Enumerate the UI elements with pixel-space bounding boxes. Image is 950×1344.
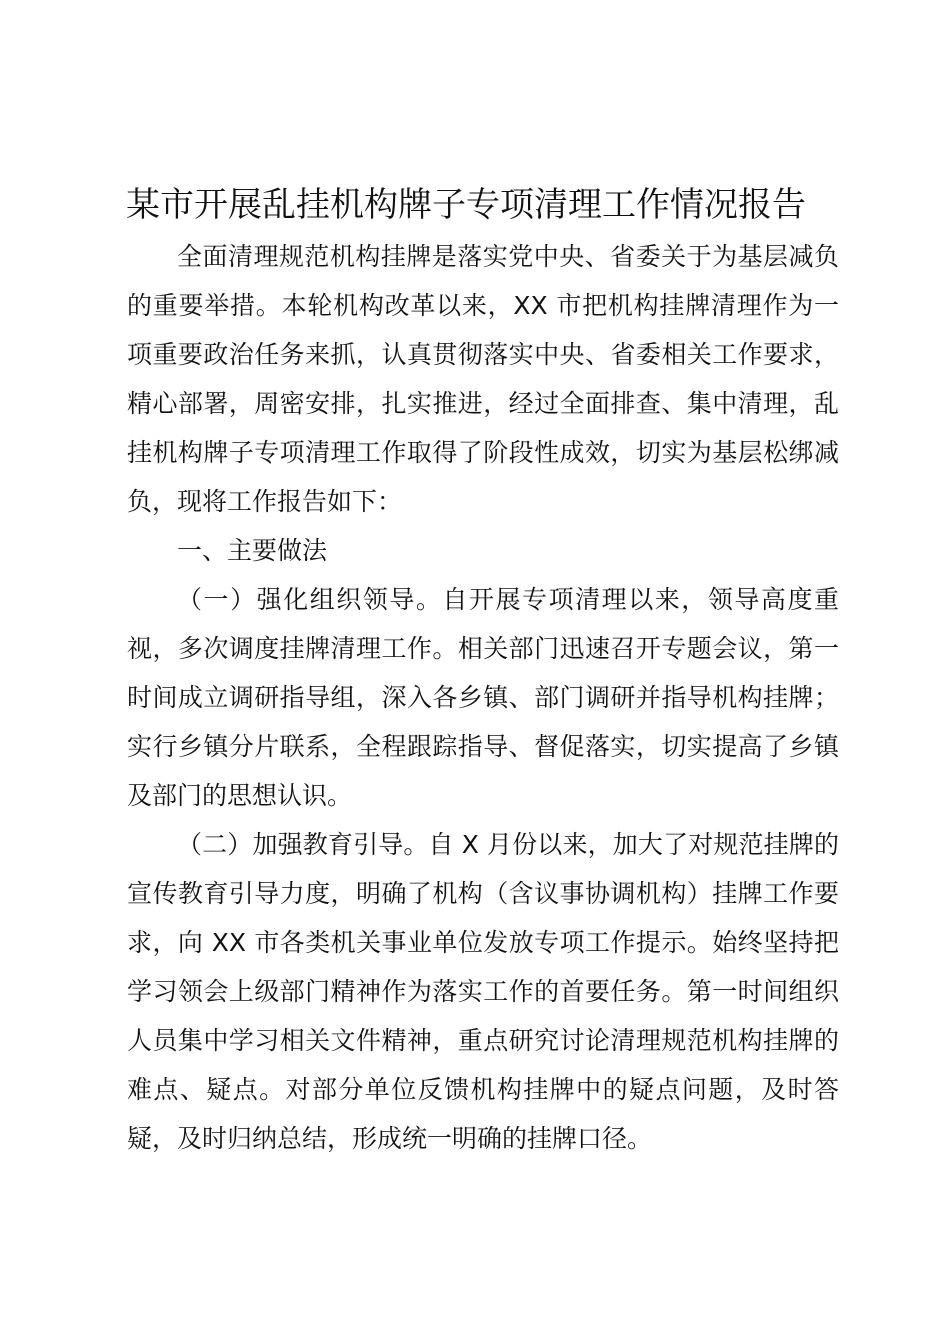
item-2-paragraph: （二）加强教育引导。自 X 月份以来，加大了对规范挂牌的宣传教育引导力度，明确了机构（含议事协调机构）挂牌工作要求，向 XX 市各类机关事业单位发放专项工作提示。始终坚持把学习领会上级部门精神作为落实工作的首要任务。第一时间组织人员集中学习相关文件精神，重点研究讨论清理规范机构挂牌的难点、疑点。对部分单位反馈机构挂牌中的疑点问题，及时答疑，及时归纳总结，形成统一明确的挂牌口径。 bbox=[127, 830, 839, 1153]
section-heading-main-measures: 一、主要做法 bbox=[177, 536, 328, 565]
intro-paragraph: 全面清理规范机构挂牌是落实党中央、省委关于为基层减负的重要举措。本轮机构改革以来，XX 市把机构挂牌清理作为一项重要政治任务来抓，认真贯彻落实中央、省委相关工作要求，精心部署，周密安排，扎实推进，经过全面排查、集中清理，乱挂机构牌子专项清理工作取得了阶段性成效，切实为基层松绑减负，现将工作报告如下： bbox=[127, 242, 839, 516]
item-1-paragraph: （一）强化组织领导。自开展专项清理以来，领导高度重视，多次调度挂牌清理工作。相关部门迅速召开专题会议，第一时间成立调研指导组，深入各乡镇、部门调研并指导机构挂牌；实行乡镇分片联系，全程跟踪指导、督促落实，切实提高了乡镇及部门的思想认识。 bbox=[127, 585, 839, 810]
document-body bbox=[127, 232, 839, 1163]
document-title: 某市开展乱挂机构牌子专项清理工作情况报告 bbox=[126, 185, 806, 225]
